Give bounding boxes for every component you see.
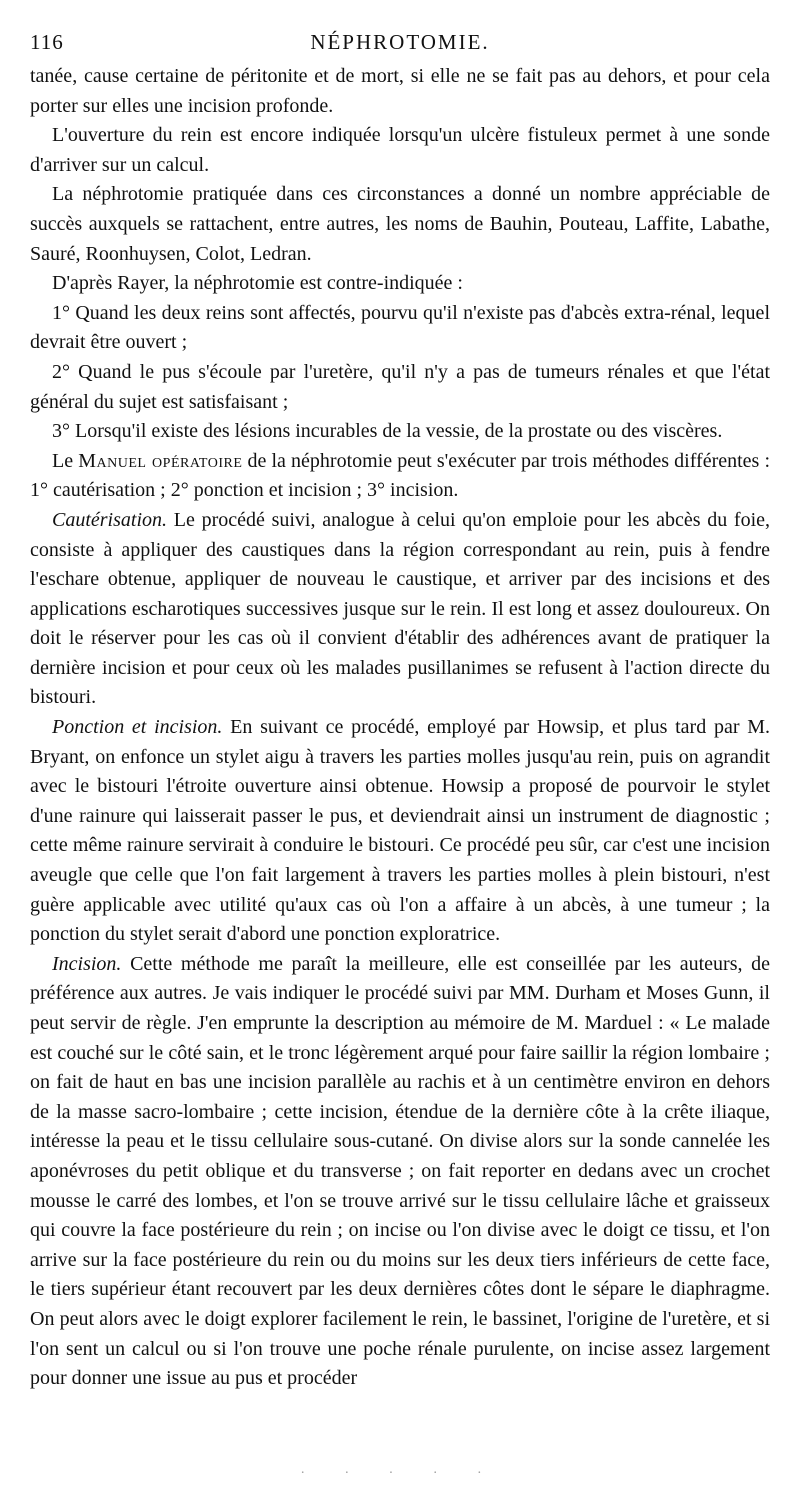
section-heading-ponction: Ponction et incision.	[52, 716, 223, 739]
page-number: 116	[30, 30, 64, 54]
paragraph-incision	[30, 950, 770, 1394]
paragraph-cauterisation	[30, 506, 770, 713]
scan-speckles: · · · · ·	[300, 1466, 500, 1481]
page-header	[30, 26, 770, 60]
list-item-2: 2° Quand le pus s'écoule par l'uretère, qu'il n'y a pas de tumeurs rénales et que l'état général du sujet est satisfaisant ;	[30, 360, 770, 413]
running-title: NÉPHROTOMIE.	[310, 30, 490, 54]
section-heading-cauterisation: Cautérisation.	[52, 508, 168, 531]
small-caps-heading: Manuel opératoire	[78, 449, 243, 472]
paragraph-operative-manual	[30, 447, 770, 506]
paragraph-text: En suivant ce procédé, employé par Howsip, et plus tard par M. Bryant, on enfonce un stylet aigu à travers les parties molles jusqu'au rein, puis on agrandit avec le bistouri l'étroite ouverture ainsi obtenue. Howsip a proposé de pourvoir le stylet d'une rainure qui laisserait passer le pus, et deviendrait ainsi un instrument de diagnostic ; cette même rainure servirait à conduire le bistouri. Ce procédé peu sûr, car c'est une incision aveugle que celle que l'on fait largement à travers les parties molles à plein bistouri, n'est guère applicable avec utilité qu'aux cas où l'on a affaire à un abcès, à une tumeur ; la ponction du stylet serait d'abord une ponction exploratrice.	[30, 716, 770, 946]
section-heading-incision: Incision.	[52, 952, 122, 975]
lead-word: Le	[52, 449, 74, 472]
book-page	[30, 26, 770, 1394]
paragraph-text: Cette méthode me paraît la meilleure, elle est conseillée par les auteurs, de préférence aux autres. Je vais indiquer le procédé suivi par MM. Durham et Moses Gunn, il peut servir de règle. J'en emprunte la description au mémoire de M. Marduel : « Le malade est couché sur le côté sain, et le tronc légèrement arqué pour faire saillir la région lombaire ; on fait de haut en bas une incision parallèle au rachis et à un centimètre environ en dehors de la masse sacro-lombaire ; cette incision, étendue de la dernière côte à la crête iliaque, intéresse la peau et le tissu cellulaire sous-cutané. On divise alors sur la sonde cannelée les aponévroses du petit oblique et du transverse ; on fait reporter en dedans avec un crochet mousse le carré des lombes, et l'on se trouve arrivé sur le tissu cellulaire lâche et graisseux qui couvre la face postérieure du rein ; on incise ou l'on divise avec le doigt ce tissu, et l'on arrive sur la face postérieure du rein ou du moins sur les deux tiers inférieurs de cette face, le tiers supérieur étant recouvert par les deux dernières côtes dont le sépare le diaphragme. On peut alors avec le doigt explorer facilement le rein, le bassinet, l'origine de l'uretère, et si l'on sent un calcul ou si l'on trouve une poche rénale purulente, on incise assez largement pour donner une issue au pus et procéder	[30, 952, 771, 1390]
paragraph-ulcer-indication: L'ouverture du rein est encore indiquée lorsqu'un ulcère fistuleux permet à une sonde d'arriver sur un calcul.	[30, 124, 770, 176]
list-item-1: 1° Quand les deux reins sont affectés, pourvu qu'il n'existe pas d'abcès extra-rénal, lequel devrait être ouvert ;	[30, 301, 770, 354]
body-text	[30, 62, 770, 1394]
paragraph-successes: La néphrotomie pratiquée dans ces circonstances a donné un nombre appréciable de succès auxquels se rattachent, entre autres, les noms de Bauhin, Pouteau, Laffite, Labathe, Sauré, Roonhuysen, Colot, Ledran.	[30, 183, 770, 265]
paragraph-text: de la néphrotomie peut s'exécuter par trois méthodes différentes : 1° cautérisation ; 2° ponction et incision ; 3° incision.	[30, 449, 770, 502]
list-item-3: 3° Lorsqu'il existe des lésions incurables de la vessie, de la prostate ou des viscères.	[52, 420, 723, 443]
paragraph-contraindications: D'après Rayer, la néphrotomie est contre-indiquée :	[52, 272, 463, 295]
paragraph-continuation: tanée, cause certaine de péritonite et de mort, si elle ne se fait pas au dehors, et pour cela porter sur elles une incision profonde.	[30, 65, 770, 117]
paragraph-text: Le procédé suivi, analogue à celui qu'on emploie pour les abcès du foie, consiste à appliquer des caustiques dans la région correspondant au rein, puis à fendre l'eschare obtenue, appliquer de nouveau le caustique, et arriver par des incisions et des applications escharotiques successives jusque sur le rein. Il est long et assez douloureux. On doit le réserver pour les cas où il convient d'établir des adhérences avant de pratiquer la dernière incision et pour ceux où les malades pusillanimes se refusent à l'action directe du bistouri.	[30, 508, 771, 709]
paragraph-ponction	[30, 713, 770, 950]
